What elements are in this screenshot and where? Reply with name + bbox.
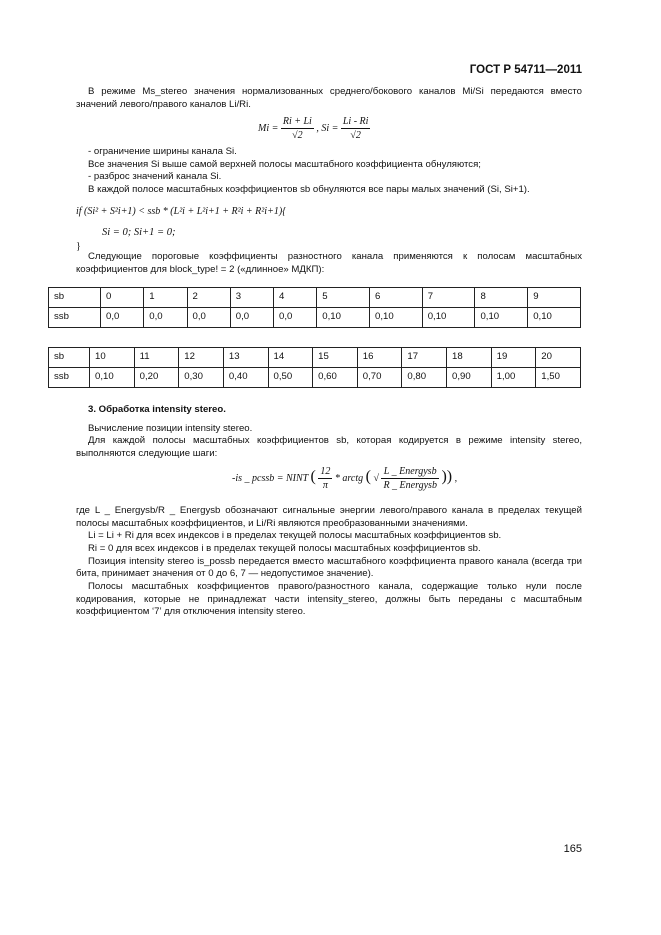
threshold-table-1 xyxy=(48,287,581,328)
table-cell: sb xyxy=(49,348,90,368)
table-cell: 0 xyxy=(101,288,144,308)
intro-paragraph xyxy=(76,86,582,111)
table-cell: 0,80 xyxy=(402,368,447,388)
section-text: Вычисление позиции intensity stereo. xyxy=(88,422,253,434)
formula-coef-denominator: π xyxy=(322,480,328,492)
standard-header: ГОСТ Р 54711—2011 xyxy=(469,64,582,76)
explanation-text: Позиция intensity stereo is_possb передается вместо масштабного коэффициента правого канала (всегда три бита, принимает значения от 0 до 6, 7 — недопустимое значение). xyxy=(76,555,582,580)
formula-lhs: -is _ pcssb = NINT xyxy=(232,472,309,484)
table-cell: 1,50 xyxy=(536,368,581,388)
table-cell: 15 xyxy=(313,348,358,368)
table-cell: 1,00 xyxy=(491,368,536,388)
table-cell: sb xyxy=(49,288,101,308)
table-cell: 0,70 xyxy=(357,368,402,388)
formula-is-pos xyxy=(232,465,457,492)
formula-si-fraction xyxy=(341,115,371,142)
table-cell: 0,10 xyxy=(422,308,475,328)
table-cell: 0,10 xyxy=(90,368,135,388)
table-cell: 4 xyxy=(274,288,317,308)
section-text: Для каждой полосы масштабных коэффициентов sb, которая кодируется в режиме intensity stereo, выполняются следующие шаги: xyxy=(76,435,582,459)
formula-paren-open-inner: ( xyxy=(365,467,371,485)
table-cell: 0,0 xyxy=(230,308,273,328)
formula-energy-fraction xyxy=(381,465,439,492)
table-row xyxy=(49,368,581,388)
table-cell: ssb xyxy=(49,368,90,388)
table-cell: 5 xyxy=(317,288,370,308)
formula-mi-label: Mi = xyxy=(258,122,279,134)
formula-arctg: * arctg xyxy=(334,472,364,484)
table-cell: 9 xyxy=(528,288,581,308)
table-cell: 0,10 xyxy=(317,308,370,328)
formula-tail: , xyxy=(454,472,458,484)
table-cell: 0,40 xyxy=(223,368,268,388)
formula-energy-numerator: L _ Energysb xyxy=(381,465,439,479)
threshold-table-2 xyxy=(48,347,581,388)
table-cell: 3 xyxy=(230,288,273,308)
formula-paren-open: ( xyxy=(310,467,316,485)
formula-coef-numerator: 12 xyxy=(318,465,332,479)
explanation-block xyxy=(76,505,582,619)
formula-si-label: , Si = xyxy=(316,122,339,134)
formula-zeroing-body: Si = 0; Si+1 = 0; xyxy=(102,227,176,239)
table-cell: 7 xyxy=(422,288,475,308)
list-item: - разброс значений канала Si. xyxy=(88,171,222,183)
table-cell: 16 xyxy=(357,348,402,368)
formula-mi-numerator: Ri + Li xyxy=(281,115,314,129)
formula-mi-si xyxy=(258,115,370,142)
formula-zeroing xyxy=(76,205,582,253)
section-3 xyxy=(76,404,582,461)
formula-mi-denominator: √2 xyxy=(292,130,303,142)
ms-stereo-text: В режиме Ms_stereo значения нормализованных среднего/бокового каналов Mi/Si передаются вместо значений левого/правого каналов Li/Ri. xyxy=(76,86,582,110)
table-cell: 18 xyxy=(447,348,492,368)
table-cell: 0,20 xyxy=(134,368,179,388)
table-cell: 1 xyxy=(144,288,187,308)
list-item: В каждой полосе масштабных коэффициентов sb обнуляются все пары малых значений (Si, Si+1). xyxy=(88,183,530,195)
table-cell: 0,10 xyxy=(475,308,528,328)
formula-si-numerator: Li - Ri xyxy=(341,115,371,129)
list-item: Все значения Si выше самой верхней полосы масштабного коэффициента обнуляются; xyxy=(88,158,481,170)
formula-paren-close: )) xyxy=(441,467,453,485)
formula-mi-fraction xyxy=(281,115,314,142)
table-cell: 13 xyxy=(223,348,268,368)
table-cell: 0,0 xyxy=(187,308,230,328)
table-cell: 19 xyxy=(491,348,536,368)
table-cell: 0,0 xyxy=(101,308,144,328)
table-cell: 0,0 xyxy=(274,308,317,328)
page-number: 165 xyxy=(563,843,582,855)
table-cell: 0,10 xyxy=(369,308,422,328)
section-heading: 3. Обработка intensity stereo. xyxy=(88,404,226,415)
formula-energy-denominator: R _ Energysb xyxy=(383,480,437,492)
table-cell: 0,30 xyxy=(179,368,224,388)
table-cell: 20 xyxy=(536,348,581,368)
table-cell: 0,60 xyxy=(313,368,358,388)
table-cell: 0,10 xyxy=(528,308,581,328)
table-row xyxy=(49,308,581,328)
explanation-text: Полосы масштабных коэффициентов правого/разностного канала, содержащие только нули после кодирования, которые не принадлежат части intensity_stereo, должны быть переданы с масштабным коэффициентом ‘7’ для отключения intensity stereo. xyxy=(76,580,582,618)
explanation-text: Li = Li + Ri для всех индексов i в пределах текущей полосы масштабных коэффициентов sb. xyxy=(88,530,502,542)
table-cell: 0,0 xyxy=(144,308,187,328)
table-row xyxy=(49,348,581,368)
table-cell: 8 xyxy=(475,288,528,308)
table-cell: 10 xyxy=(90,348,135,368)
sqrt-icon: √ xyxy=(373,472,379,484)
table-cell: 11 xyxy=(134,348,179,368)
table-cell: ssb xyxy=(49,308,101,328)
list-item: - ограничение ширины канала Si. xyxy=(88,146,237,157)
explanation-text: где L _ Energysb/R _ Energysb обозначают сигнальные энергии левого/правого канала в пределах текущей полосы масштабных коэффициентов, и Li/Ri являются преобразованными значениями. xyxy=(76,505,582,529)
formula-zeroing-close: } xyxy=(76,241,81,253)
table-cell: 0,90 xyxy=(447,368,492,388)
si-list xyxy=(76,146,582,197)
table-cell: 12 xyxy=(179,348,224,368)
formula-zeroing-condition: if (Si² + S²i+1) < ssb * (L²i + L²i+1 + R²i + R²i+1){ xyxy=(76,206,287,217)
threshold-intro xyxy=(76,251,582,276)
table-cell: 14 xyxy=(268,348,313,368)
table-row xyxy=(49,288,581,308)
table-cell: 0,50 xyxy=(268,368,313,388)
formula-coef-fraction xyxy=(318,465,332,492)
table-cell: 2 xyxy=(187,288,230,308)
threshold-text: Следующие пороговые коэффициенты разностного канала применяются к полосам масштабных коэффициентов для block_type! = 2 («длинное» МДКП): xyxy=(76,251,582,275)
formula-si-denominator: √2 xyxy=(350,130,361,142)
table-cell: 17 xyxy=(402,348,447,368)
table-cell: 6 xyxy=(369,288,422,308)
explanation-text: Ri = 0 для всех индексов i в пределах текущей полосы масштабных коэффициентов sb. xyxy=(88,542,481,554)
